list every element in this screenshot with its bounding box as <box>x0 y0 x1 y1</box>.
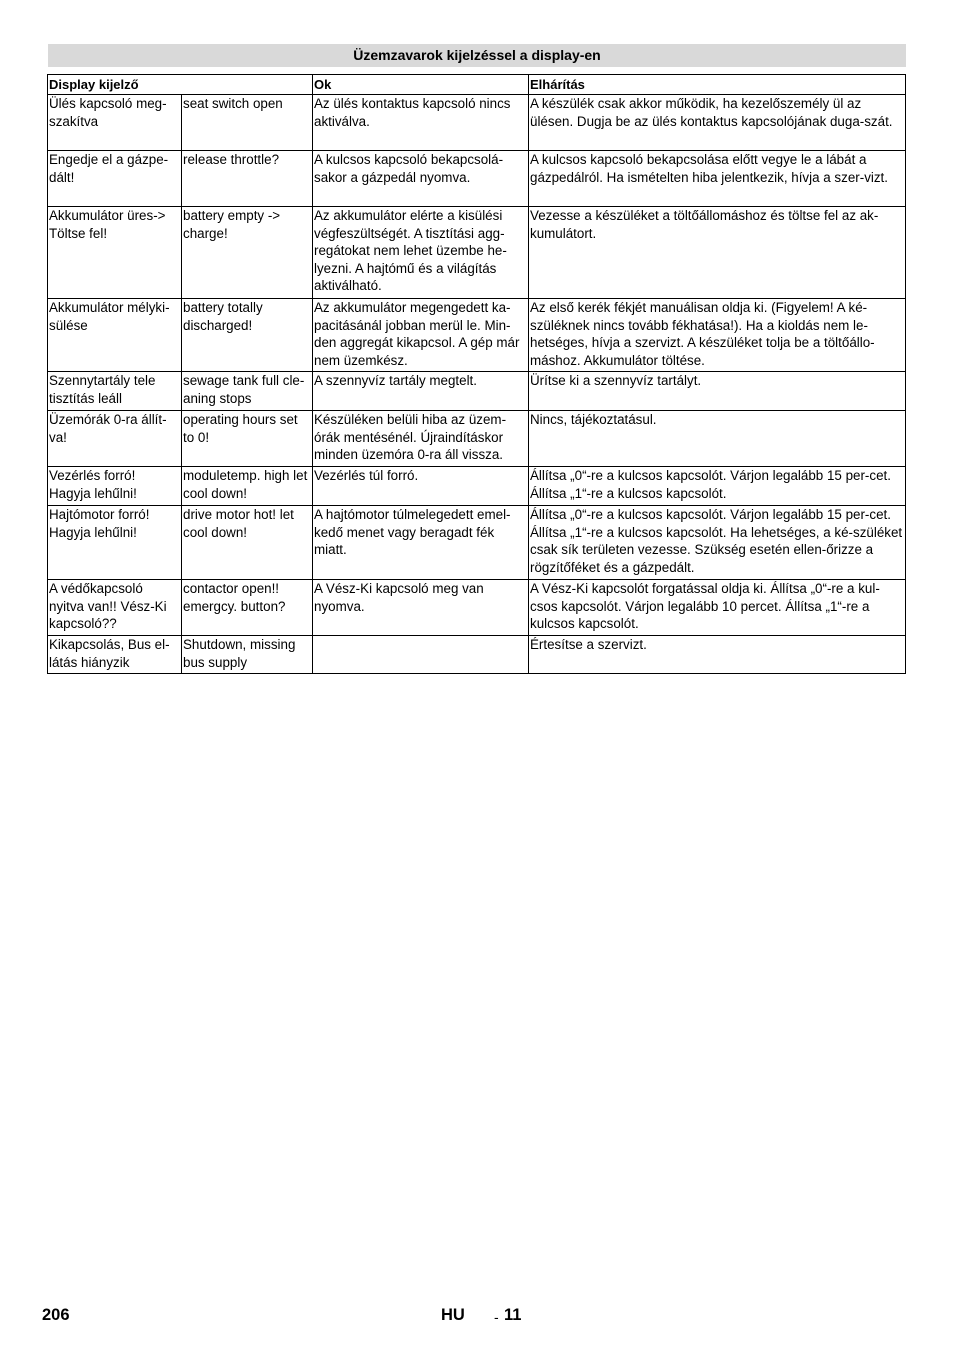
cell-display-en: battery empty -> charge! <box>182 207 313 299</box>
cell-cause: Készüléken belüli hiba az üzem-órák mentésénél. Újraindításkor minden üzemóra 0-ra áll vissza. <box>313 411 529 467</box>
cell-remedy: Nincs, tájékoztatásul. <box>529 411 906 467</box>
table-row <box>48 207 906 299</box>
cell-display-hu: Akkumulátor mélyki-sülése <box>48 299 182 372</box>
cell-cause <box>313 636 529 674</box>
language-code: HU <box>441 1306 465 1324</box>
sub-page-number: 11 <box>504 1306 522 1324</box>
table-row <box>48 580 906 636</box>
cell-display-en: seat switch open <box>182 95 313 151</box>
table-row <box>48 411 906 467</box>
cell-cause: A Vész-Ki kapcsoló meg van nyomva. <box>313 580 529 636</box>
cell-cause: Vezérlés túl forró. <box>313 467 529 506</box>
cell-display-en: contactor open!! emergcy. button? <box>182 580 313 636</box>
cell-remedy: A Vész-Ki kapcsolót forgatással oldja ki. Állítsa „0“-re a kul-csos kapcsolót. Várjon legalább 10 percet. Állítsa „1“-re a kulcsos kapcsolót. <box>529 580 906 636</box>
cell-cause: Az ülés kontaktus kapcsoló nincs aktiválva. <box>313 95 529 151</box>
table-row <box>48 372 906 411</box>
table-row <box>48 506 906 580</box>
cell-display-hu: Akkumulátor üres-> Töltse fel! <box>48 207 182 299</box>
cell-remedy: Állítsa „0“-re a kulcsos kapcsolót. Várjon legalább 15 per-cet. Állítsa „1“-re a kulcsos kapcsolót. Ha lehetséges, a ké-szüléket csak sík területen vezesse. Szükség esetén ellen-őrizze a rögzítőféket és a gázpedált. <box>529 506 906 580</box>
cell-display-hu: Kikapcsolás, Bus el-látás hiányzik <box>48 636 182 674</box>
cell-remedy: Állítsa „0“-re a kulcsos kapcsolót. Várjon legalább 15 per-cet. Állítsa „1“-re a kulcsos kapcsolót. <box>529 467 906 506</box>
table-row <box>48 299 906 372</box>
header-cause: Ok <box>313 75 529 95</box>
cell-display-en: sewage tank full cle-aning stops <box>182 372 313 411</box>
table-row <box>48 467 906 506</box>
cell-display-hu: Engedje el a gázpe-dált! <box>48 151 182 207</box>
cell-cause: A hajtómotor túlmelegedett emel-kedő menet vagy beragadt fék miatt. <box>313 506 529 580</box>
page-number: 206 <box>42 1306 70 1324</box>
cell-cause: Az akkumulátor megengedett ka-pacitásánál jobban merül le. Min-den aggregát kikapcsol. A gép már nem üzemkész. <box>313 299 529 372</box>
cell-display-hu: Üzemórák 0-ra állít-va! <box>48 411 182 467</box>
cell-remedy: Vezesse a készüléket a töltőállomáshoz és töltse fel az ak-kumulátort. <box>529 207 906 299</box>
header-remedy: Elhárítás <box>529 75 906 95</box>
cell-display-en: moduletemp. high let cool down! <box>182 467 313 506</box>
cell-display-hu: Vezérlés forró! Hagyja lehűlni! <box>48 467 182 506</box>
cell-remedy: A kulcsos kapcsoló bekapcsolása előtt vegye le a lábát a gázpedálról. Ha ismételten hiba jelentkezik, hívja a szer-vizt. <box>529 151 906 207</box>
cell-display-en: release throttle? <box>182 151 313 207</box>
cell-remedy: Értesítse a szervizt. <box>529 636 906 674</box>
cell-display-hu: A védőkapcsoló nyitva van!! Vész-Ki kapcsoló?? <box>48 580 182 636</box>
cell-display-en: Shutdown, missing bus supply <box>182 636 313 674</box>
table-row <box>48 151 906 207</box>
fault-display-table <box>47 74 906 674</box>
cell-cause: Az akkumulátor elérte a kisülési végfeszültségét. A tisztítási agg-regátokat nem lehet üzembe he-lyezni. A hajtómű és a világítás aktiválható. <box>313 207 529 299</box>
cell-cause: A kulcsos kapcsoló bekapcsolá-sakor a gázpedál nyomva. <box>313 151 529 207</box>
footer-dash: - <box>494 1309 499 1325</box>
section-title: Üzemzavarok kijelzéssel a display-en <box>48 44 906 67</box>
cell-remedy: A készülék csak akkor működik, ha kezelőszemély ül az ülésen. Dugja be az ülés kontaktus kapcsolójának duga-szát. <box>529 95 906 151</box>
table-header-row <box>48 75 906 95</box>
table-row <box>48 95 906 151</box>
cell-display-hu: Ülés kapcsoló meg-szakítva <box>48 95 182 151</box>
header-display: Display kijelző <box>48 75 313 95</box>
cell-remedy: Ürítse ki a szennyvíz tartályt. <box>529 372 906 411</box>
cell-cause: A szennyvíz tartály megtelt. <box>313 372 529 411</box>
table-row <box>48 636 906 674</box>
cell-display-en: drive motor hot! let cool down! <box>182 506 313 580</box>
cell-remedy: Az első kerék fékjét manuálisan oldja ki. (Figyelem! A ké-szüléknek nincs tovább fékhatása!). Ha a kioldás nem le-hetséges, hívja a szervizt. A készüléket tolja be a töltőállo-máshoz. Akkumulátor töltése. <box>529 299 906 372</box>
cell-display-en: battery totally discharged! <box>182 299 313 372</box>
cell-display-hu: Hajtómotor forró! Hagyja lehűlni! <box>48 506 182 580</box>
cell-display-en: operating hours set to 0! <box>182 411 313 467</box>
cell-display-hu: Szennytartály tele tisztítás leáll <box>48 372 182 411</box>
